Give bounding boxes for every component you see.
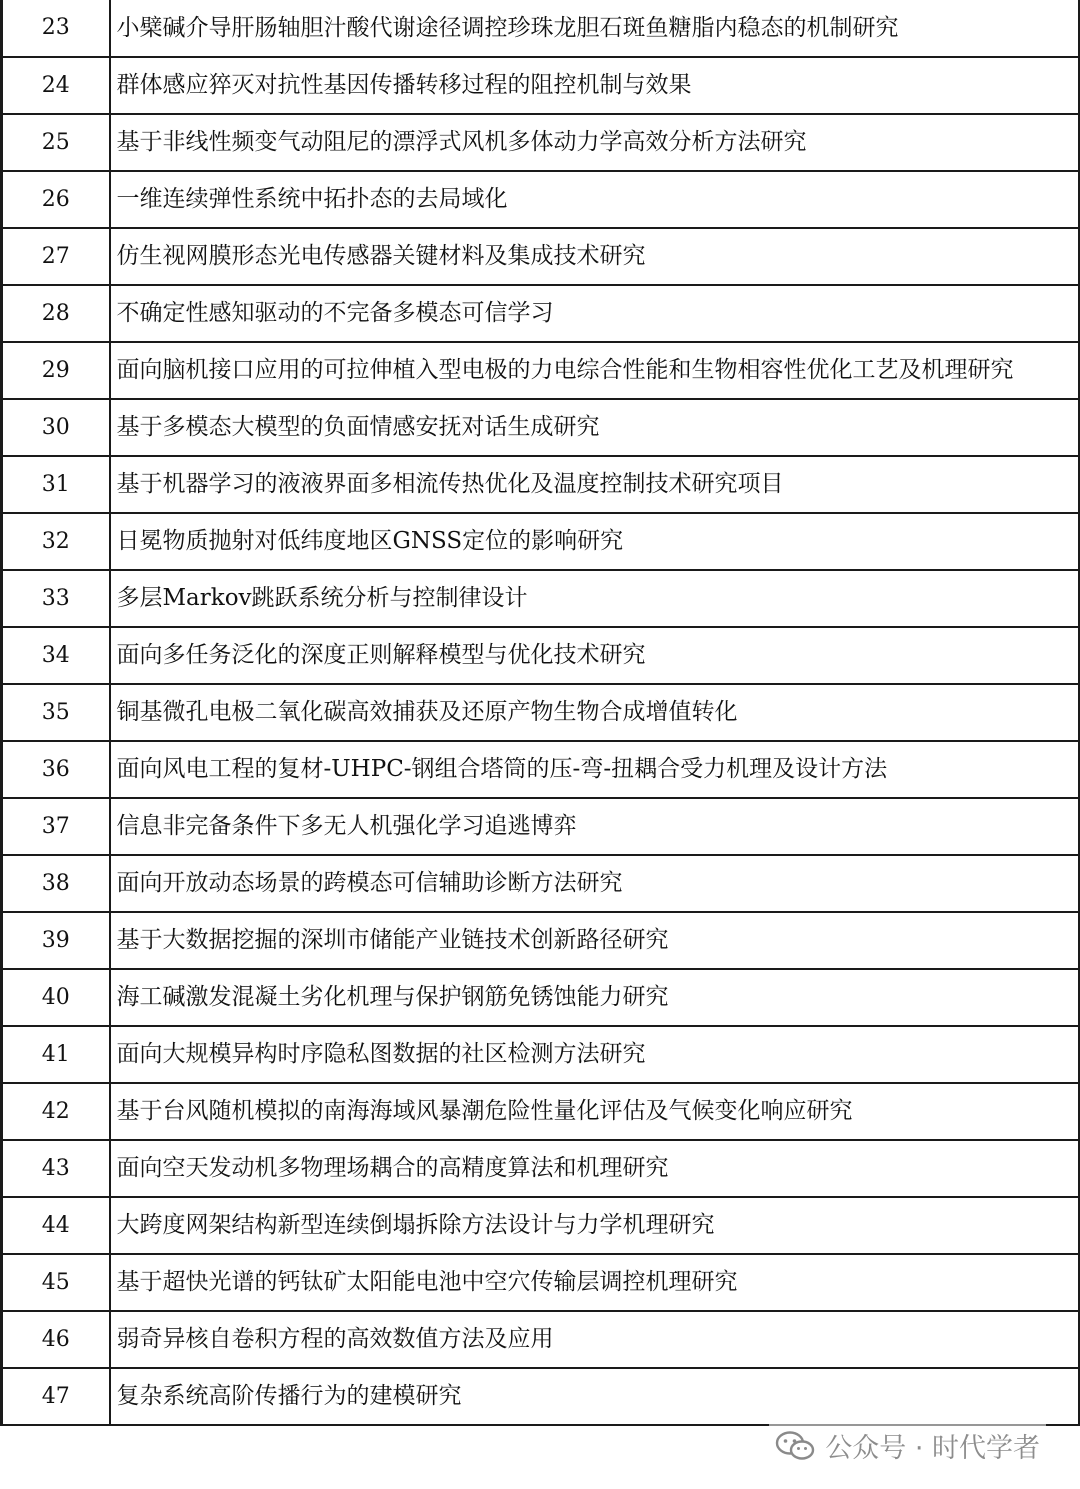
- row-number: 40: [2, 969, 110, 1026]
- row-number: 23: [2, 0, 110, 57]
- row-number: 25: [2, 114, 110, 171]
- table-row: [2, 798, 1080, 855]
- table-row: [2, 513, 1080, 570]
- table-row: [2, 1197, 1080, 1254]
- watermark: [769, 1424, 1046, 1467]
- project-title: 基于非线性频变气动阻尼的漂浮式风机多体动力学高效分析方法研究: [110, 114, 1080, 171]
- project-title: 面向大规模异构时序隐私图数据的社区检测方法研究: [110, 1026, 1080, 1083]
- project-title: 基于大数据挖掘的深圳市储能产业链技术创新路径研究: [110, 912, 1080, 969]
- row-number: 37: [2, 798, 110, 855]
- table-row: [2, 627, 1080, 684]
- project-title: 基于台风随机模拟的南海海域风暴潮危险性量化评估及气候变化响应研究: [110, 1083, 1080, 1140]
- project-title: 一维连续弹性系统中拓扑态的去局域化: [110, 171, 1080, 228]
- row-number: 41: [2, 1026, 110, 1083]
- project-title: 基于超快光谱的钙钛矿太阳能电池中空穴传输层调控机理研究: [110, 1254, 1080, 1311]
- table-row: [2, 1254, 1080, 1311]
- table-row: [2, 228, 1080, 285]
- project-title: 不确定性感知驱动的不完备多模态可信学习: [110, 285, 1080, 342]
- row-number: 39: [2, 912, 110, 969]
- table-body: [2, 0, 1080, 1425]
- table-row: [2, 1083, 1080, 1140]
- table-row: [2, 285, 1080, 342]
- row-number: 32: [2, 513, 110, 570]
- table-row: [2, 969, 1080, 1026]
- row-number: 47: [2, 1368, 110, 1425]
- row-number: 38: [2, 855, 110, 912]
- project-title: 弱奇异核自卷积方程的高效数值方法及应用: [110, 1311, 1080, 1368]
- table-row: [2, 741, 1080, 798]
- row-number: 34: [2, 627, 110, 684]
- table-row: [2, 684, 1080, 741]
- row-number: 42: [2, 1083, 110, 1140]
- project-title: 海工碱激发混凝土劣化机理与保护钢筋免锈蚀能力研究: [110, 969, 1080, 1026]
- table-row: [2, 1368, 1080, 1425]
- row-number: 30: [2, 399, 110, 456]
- table-row: [2, 456, 1080, 513]
- row-number: 31: [2, 456, 110, 513]
- project-title: 仿生视网膜形态光电传感器关键材料及集成技术研究: [110, 228, 1080, 285]
- row-number: 44: [2, 1197, 110, 1254]
- wechat-icon: [775, 1430, 815, 1462]
- row-number: 45: [2, 1254, 110, 1311]
- row-number: 29: [2, 342, 110, 399]
- table-row: [2, 855, 1080, 912]
- table-row: [2, 114, 1080, 171]
- project-title: 面向开放动态场景的跨模态可信辅助诊断方法研究: [110, 855, 1080, 912]
- row-number: 36: [2, 741, 110, 798]
- project-title: 面向风电工程的复材-UHPC-钢组合塔筒的压-弯-扭耦合受力机理及设计方法: [110, 741, 1080, 798]
- table-row: [2, 0, 1080, 57]
- table-row: [2, 570, 1080, 627]
- table-row: [2, 1311, 1080, 1368]
- project-title: 铜基微孔电极二氧化碳高效捕获及还原产物生物合成增值转化: [110, 684, 1080, 741]
- project-title: 面向空天发动机多物理场耦合的高精度算法和机理研究: [110, 1140, 1080, 1197]
- project-title: 面向多任务泛化的深度正则解释模型与优化技术研究: [110, 627, 1080, 684]
- table-row: [2, 1026, 1080, 1083]
- row-number: 33: [2, 570, 110, 627]
- row-number: 26: [2, 171, 110, 228]
- project-title: 基于机器学习的液液界面多相流传热优化及温度控制技术研究项目: [110, 456, 1080, 513]
- watermark-text: 公众号 · 时代学者: [825, 1433, 1040, 1464]
- row-number: 46: [2, 1311, 110, 1368]
- row-number: 43: [2, 1140, 110, 1197]
- row-number: 24: [2, 57, 110, 114]
- table-row: [2, 342, 1080, 399]
- project-title: 复杂系统高阶传播行为的建模研究: [110, 1368, 1080, 1425]
- project-title: 基于多模态大模型的负面情感安抚对话生成研究: [110, 399, 1080, 456]
- row-number: 27: [2, 228, 110, 285]
- project-title: 群体感应猝灭对抗性基因传播转移过程的阻控机制与效果: [110, 57, 1080, 114]
- project-title: 面向脑机接口应用的可拉伸植入型电极的力电综合性能和生物相容性优化工艺及机理研究: [110, 342, 1080, 399]
- table-row: [2, 171, 1080, 228]
- project-title: 小檗碱介导肝肠轴胆汁酸代谢途径调控珍珠龙胆石斑鱼糖脂内稳态的机制研究: [110, 0, 1080, 57]
- table-row: [2, 1140, 1080, 1197]
- table-row: [2, 399, 1080, 456]
- row-number: 28: [2, 285, 110, 342]
- project-title: 日冕物质抛射对低纬度地区GNSS定位的影响研究: [110, 513, 1080, 570]
- table-row: [2, 57, 1080, 114]
- table-row: [2, 912, 1080, 969]
- project-title: 信息非完备条件下多无人机强化学习追逃博弈: [110, 798, 1080, 855]
- project-title: 大跨度网架结构新型连续倒塌拆除方法设计与力学机理研究: [110, 1197, 1080, 1254]
- row-number: 35: [2, 684, 110, 741]
- project-title: 多层Markov跳跃系统分析与控制律设计: [110, 570, 1080, 627]
